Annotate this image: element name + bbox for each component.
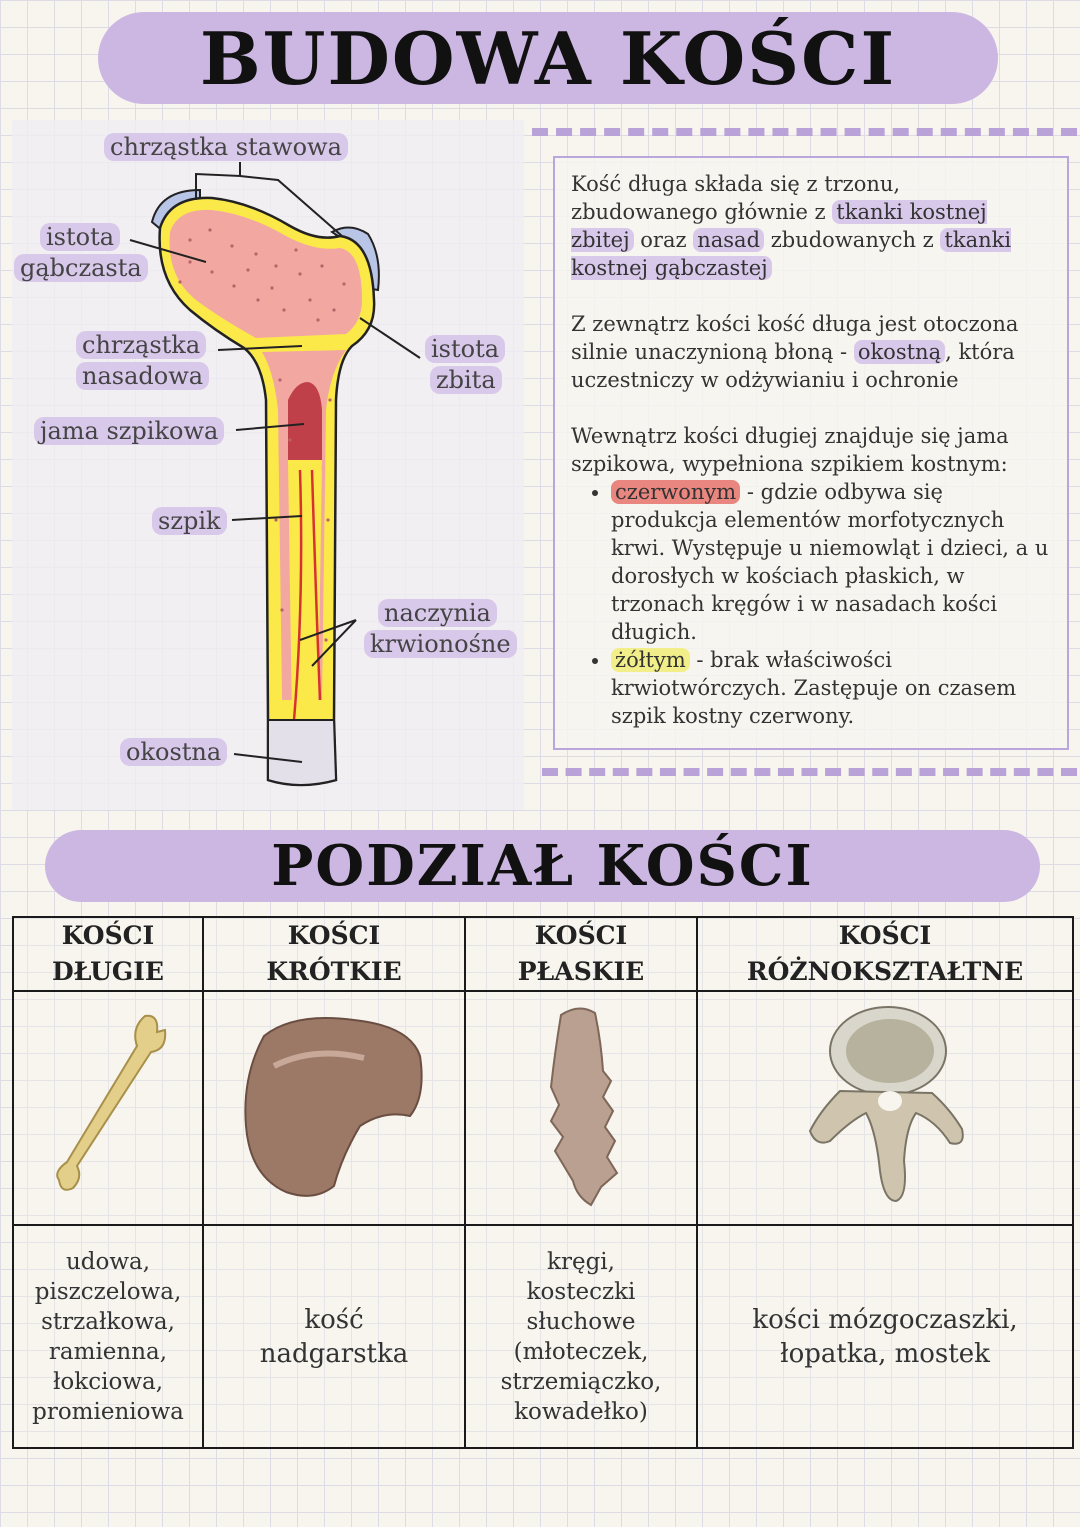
dashed-divider-bottom bbox=[542, 768, 1077, 776]
header-short-bones: KOŚCI KRÓTKIE bbox=[203, 917, 465, 991]
header-long-bones: KOŚCI DŁUGIE bbox=[13, 917, 203, 991]
header-irregular-bones: KOŚCI RÓŻNOKSZTAŁTNE bbox=[697, 917, 1073, 991]
long-bone-diagram bbox=[0, 0, 540, 820]
label-growth-plate-2: nasadowa bbox=[76, 361, 209, 391]
page-title: BUDOWA KOŚCI bbox=[199, 15, 897, 101]
label-marrow: szpik bbox=[152, 506, 227, 536]
dashed-divider-top bbox=[532, 128, 1077, 136]
label-blood-vessels-1: naczynia bbox=[378, 598, 497, 628]
list-item-red-marrow: • czerwonym - gdzie odbywa się produkcja elementów morfotycznych krwi. Występuje u niemowląt i dzieci, a u dorosłych w kościach płaskich, w trzonach kręgów i w nasadach kości długich. bbox=[611, 478, 1053, 646]
section-banner bbox=[45, 830, 1040, 902]
paragraph-periosteum: Z zewnątrz kości kość długa jest otoczona silnie unaczynioną błoną - okostną , która uczestniczy w odżywianiu i ochronie bbox=[571, 312, 1019, 392]
paragraph-structure: Kość długa składa się z trzonu, zbudowanego głównie z tkanki kostnej zbitej oraz nasad zbudowanych z tkanki kostnej gąbczastej bbox=[571, 172, 1012, 280]
cell-flat-bone-image bbox=[465, 991, 697, 1225]
bone-types-table bbox=[12, 916, 1074, 1449]
periosteum-lower bbox=[268, 720, 336, 785]
cell-flat-bone-examples: kręgi, kosteczki słuchowe (młoteczek, strzemiączko, kowadełko) bbox=[465, 1225, 697, 1448]
table-image-row bbox=[13, 991, 1073, 1225]
label-spongy-bone-2: gąbczasta bbox=[14, 253, 148, 283]
cell-long-bone-examples: udowa, piszczelowa, strzałkowa, ramienna, łokciowa, promieniowa bbox=[13, 1225, 203, 1448]
irregular-bone-image bbox=[800, 1001, 970, 1211]
cell-short-bone-image bbox=[203, 991, 465, 1225]
table-header-row bbox=[13, 917, 1073, 991]
label-blood-vessels-2: krwionośne bbox=[364, 629, 517, 659]
label-compact-bone-2: zbita bbox=[430, 365, 502, 395]
info-text-box bbox=[553, 156, 1069, 750]
section-title: PODZIAŁ KOŚCI bbox=[271, 833, 814, 899]
paragraph-marrow: Wewnątrz kości długiej znajduje się jama szpikowa, wypełniona szpikiem kostnym: • czerwonym - gdzie odbywa się produkcja elementów morfotycznych krwi. Występuje u niemowląt i dzieci, a u dorosłych w kościach płaskich, w trzonach kręgów i w nasadach kości długich. • żółtym - brak właściwości krwiotwórczych. Zastępuje on czasem szpik kostny czerwony. bbox=[571, 422, 1053, 730]
growth-plate bbox=[250, 340, 350, 342]
label-spongy-bone-1: istota bbox=[40, 222, 120, 252]
list-item-yellow-marrow: • żółtym - brak właściwości krwiotwórczych. Zastępuje on czasem szpik kostny czerwony. bbox=[611, 646, 1053, 730]
long-bone-image bbox=[33, 1006, 183, 1206]
label-growth-plate-1: chrząstka bbox=[76, 330, 206, 360]
marrow-list bbox=[571, 478, 1053, 730]
label-medullary-cavity: jama szpikowa bbox=[34, 416, 224, 446]
label-compact-bone-1: istota bbox=[425, 334, 505, 364]
cell-short-bone-examples: kość nadgarstka bbox=[203, 1225, 465, 1448]
cell-irregular-bone-image bbox=[697, 991, 1073, 1225]
label-articular-cartilage: chrząstka stawowa bbox=[104, 132, 348, 162]
medullary-cavity-red bbox=[288, 382, 322, 470]
short-bone-image bbox=[234, 1006, 434, 1206]
header-flat-bones: KOŚCI PŁASKIE bbox=[465, 917, 697, 991]
cell-long-bone-image bbox=[13, 991, 203, 1225]
flat-bone-image bbox=[531, 1001, 631, 1211]
table-description-row bbox=[13, 1225, 1073, 1448]
cell-irregular-bone-examples: kości mózgoczaszki, łopatka, mostek bbox=[697, 1225, 1073, 1448]
label-periosteum: okostna bbox=[120, 737, 227, 767]
